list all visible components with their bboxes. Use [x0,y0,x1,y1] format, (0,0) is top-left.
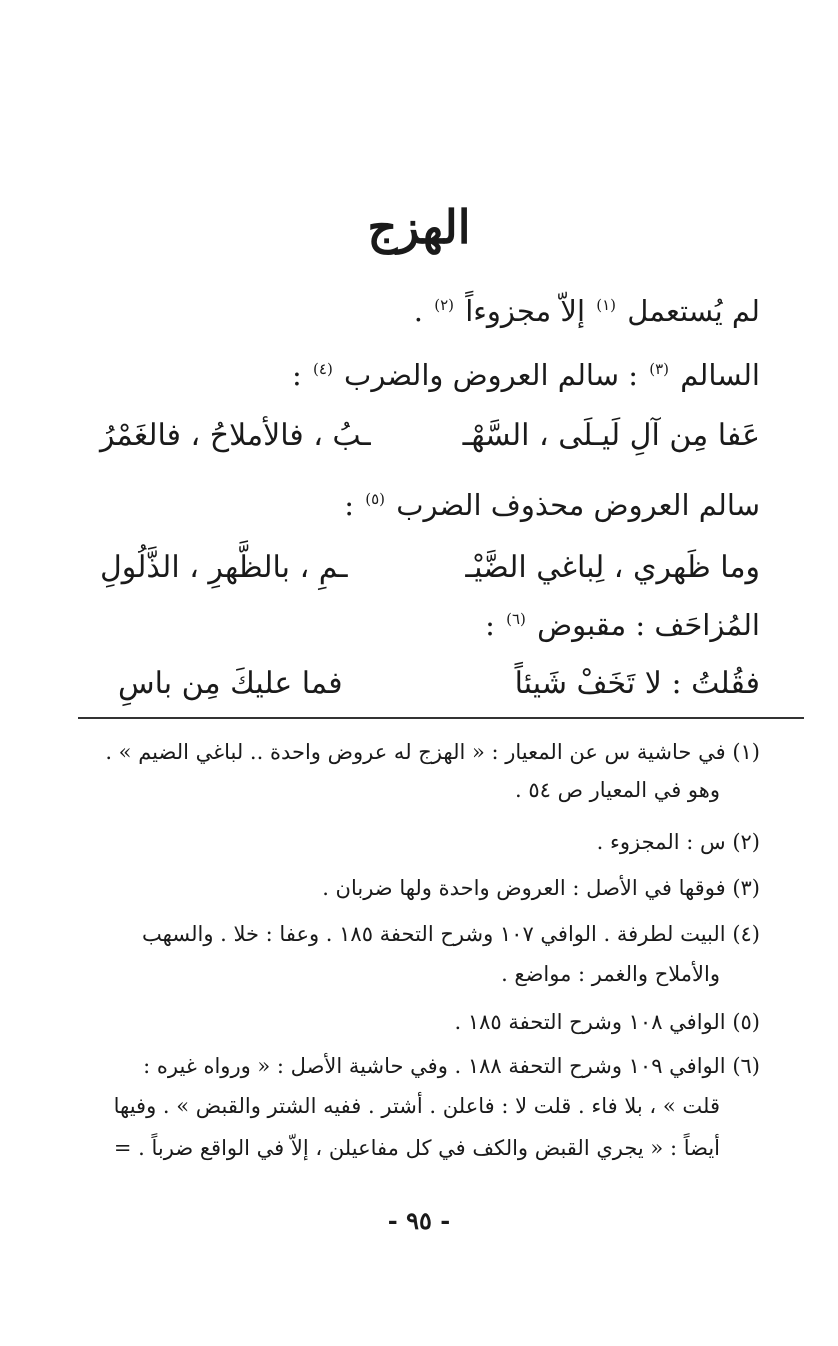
footnote-number: (١) [732,740,760,764]
muzahaf-heading [485,608,760,642]
footnote-4-continuation: والأملاح والغمر : مواضع . [501,962,720,986]
intro-end: . [413,294,424,328]
page-number: - ٩٥ - [387,1206,451,1235]
salim-text: السالم [680,358,760,392]
verse-2-second-hemistich: ـمِ ، بالظَّهرِ ، الذَّلُولِ [100,550,348,585]
intro-line [414,294,760,328]
footnote-number: (٤) [732,922,760,946]
footnote-number: (٦) [732,1054,760,1078]
salim-text-2: : سالم العروض والضرب [344,358,639,392]
verse-1-first-hemistich: عَفا مِن آلِ لَيـلَى ، السَّهْـ [462,418,760,453]
footnote-ref-3[interactable]: (٣) [649,360,670,379]
footnote-4 [142,922,760,946]
footnote-text: البيت لطرفة . الوافي ١٠٧ وشرح التحفة ١٨٥ . وعفا : خلا . والسهب [142,922,726,946]
footnote-6-continuation-2: أيضاً : « يجري القبض والكف في كل مفاعيلن ، إلاّ في الواقع ضرباً . = [113,1136,720,1160]
salim-heading [292,358,760,392]
footnote-divider [78,717,804,719]
verse-2 [100,550,760,585]
intro-text-2: إلاّ مجزوءاً [465,294,586,328]
salim-end: : [292,358,302,392]
footnote-number: (٢) [732,830,760,854]
verse-3 [118,666,760,701]
verse-1 [100,418,760,453]
footnote-text: س : المجزوء . [596,830,726,854]
verse-3-second-hemistich: فما عليكَ مِن باسِ [118,666,343,701]
footnote-1-continuation: وهو في المعيار ص ٥٤ . [515,778,720,802]
footnote-text: الوافي ١٠٩ وشرح التحفة ١٨٨ . وفي حاشية الأصل : « ورواه غيره : [143,1054,726,1078]
footnote-text: فوقها في الأصل : العروض واحدة ولها ضربان . [322,876,726,900]
footnote-number: (٣) [732,876,760,900]
mahdhuf-text: سالم العروض محذوف الضرب [396,488,760,522]
muzahaf-text: المُزاحَف : مقبوض [537,608,760,642]
footnote-ref-4[interactable]: (٤) [313,360,333,379]
mahdhuf-end: : [344,488,355,522]
footnote-number: (٥) [732,1010,760,1034]
footnote-ref-5[interactable]: (٥) [365,490,386,509]
muzahaf-end: : [485,608,495,642]
verse-3-first-hemistich: فقُلتُ : لا تَخَفْ شَيئاً [514,666,760,701]
footnote-3 [322,876,760,900]
mahdhuf-heading [344,488,760,522]
footnote-6 [143,1054,760,1078]
footnote-5 [455,1010,760,1034]
footnote-ref-2[interactable]: (٢) [434,296,455,315]
chapter-title: الهزج [367,200,471,254]
verse-2-first-hemistich: وما ظَهري ، لِباغي الضَّيْـ [465,550,760,585]
footnote-6-continuation: قلت » ، بلا فاء . قلت لا : فاعلن . أشتر . ففيه الشتر والقبض » . وفيها [113,1094,720,1118]
verse-1-second-hemistich: ـبُ ، فالأملاحُ ، فالغَمْرُ [100,418,371,453]
footnote-text: في حاشية س عن المعيار : « الهزج له عروض واحدة .. لباغي الضيم » . [105,740,726,764]
intro-text: لم يُستعمل [627,294,760,328]
footnote-text: الوافي ١٠٨ وشرح التحفة ١٨٥ . [454,1010,726,1034]
footnote-ref-1[interactable]: (١) [596,296,617,315]
footnote-ref-6[interactable]: (٦) [506,610,526,629]
footnote-1 [105,740,760,764]
footnote-2 [597,830,760,854]
